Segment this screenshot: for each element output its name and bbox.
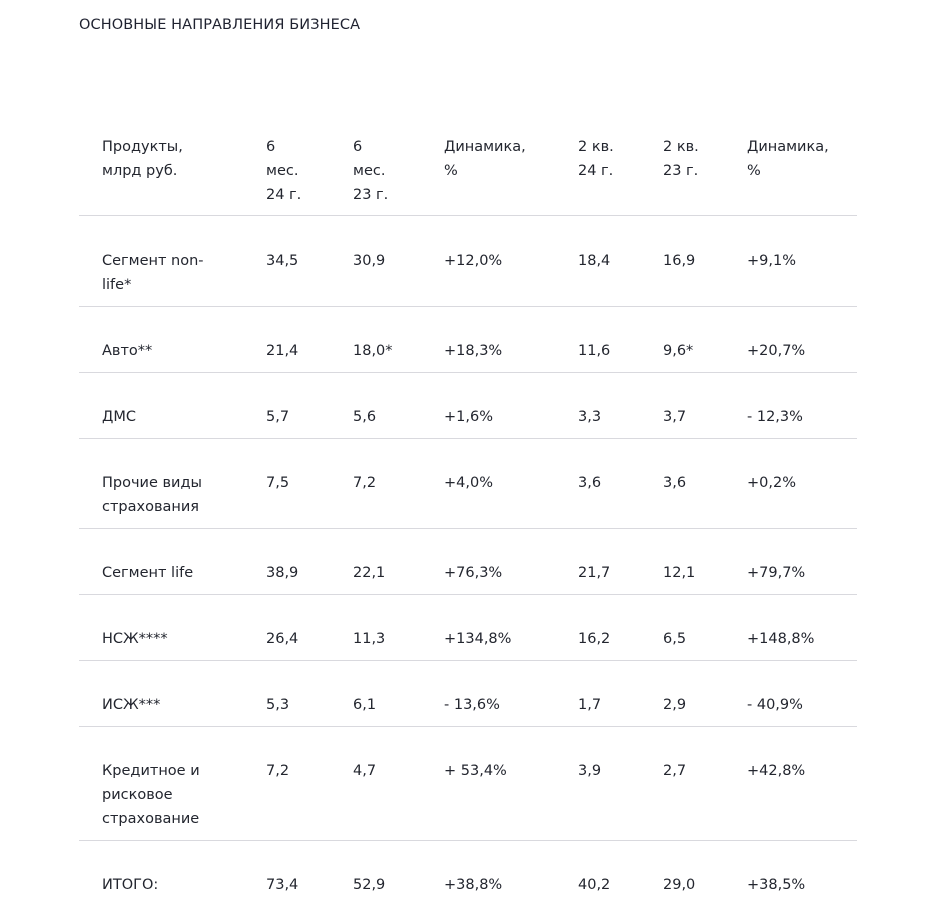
cell-6m-24: 73,4	[243, 841, 330, 906]
cell-6m-23: 30,9	[330, 216, 421, 307]
col-header-products	[79, 124, 243, 216]
header-line: 23 г.	[353, 183, 415, 207]
cell-dynamics-6m: +4,0%	[421, 439, 555, 529]
header-line: 23 г.	[663, 159, 718, 183]
table-row	[79, 727, 857, 841]
cell-dynamics-q2: +20,7%	[724, 307, 857, 373]
cell-dynamics-q2: - 40,9%	[724, 661, 857, 727]
col-header-6m-24	[243, 124, 330, 216]
cell-q2-24: 11,6	[555, 307, 640, 373]
row-label: ДМС	[79, 373, 243, 439]
header-line: 2 кв.	[663, 135, 718, 159]
cell-6m-23: 11,3	[330, 595, 421, 661]
cell-6m-23: 6,1	[330, 661, 421, 727]
row-label: Прочие виды страхования	[79, 439, 243, 529]
cell-6m-24: 34,5	[243, 216, 330, 307]
row-label: Сегмент life	[79, 529, 243, 595]
cell-6m-24: 5,7	[243, 373, 330, 439]
cell-q2-23: 6,5	[640, 595, 724, 661]
col-header-q2-24	[555, 124, 640, 216]
cell-dynamics-q2: +9,1%	[724, 216, 857, 307]
cell-dynamics-6m: +134,8%	[421, 595, 555, 661]
table-row	[79, 373, 857, 439]
header-line: %	[444, 159, 549, 183]
cell-6m-23: 22,1	[330, 529, 421, 595]
cell-q2-24: 3,3	[555, 373, 640, 439]
cell-6m-24: 7,5	[243, 439, 330, 529]
table-header-row	[79, 124, 857, 216]
cell-dynamics-6m: +76,3%	[421, 529, 555, 595]
row-label: Кредитное и рисковое страхование	[79, 727, 243, 841]
cell-6m-23: 4,7	[330, 727, 421, 841]
business-lines-table	[79, 124, 857, 906]
cell-q2-23: 3,6	[640, 439, 724, 529]
header-line: 24 г.	[578, 159, 634, 183]
cell-6m-23: 18,0*	[330, 307, 421, 373]
table-row	[79, 307, 857, 373]
row-label: Сегмент non-life*	[79, 216, 243, 307]
cell-q2-24: 16,2	[555, 595, 640, 661]
cell-q2-23: 3,7	[640, 373, 724, 439]
header-line: мес.	[266, 159, 324, 183]
cell-dynamics-6m: - 13,6%	[421, 661, 555, 727]
cell-q2-23: 16,9	[640, 216, 724, 307]
cell-dynamics-6m: +1,6%	[421, 373, 555, 439]
cell-dynamics-q2: +42,8%	[724, 727, 857, 841]
table-row-total	[79, 841, 857, 906]
row-label: ИСЖ***	[79, 661, 243, 727]
cell-q2-24: 40,2	[555, 841, 640, 906]
cell-q2-24: 3,9	[555, 727, 640, 841]
cell-6m-23: 7,2	[330, 439, 421, 529]
table-row	[79, 529, 857, 595]
header-line: млрд руб.	[102, 159, 227, 183]
cell-dynamics-6m: +18,3%	[421, 307, 555, 373]
row-label: ИТОГО:	[79, 841, 243, 906]
header-line: 24 г.	[266, 183, 324, 207]
cell-q2-24: 21,7	[555, 529, 640, 595]
col-header-q2-23	[640, 124, 724, 216]
cell-6m-24: 5,3	[243, 661, 330, 727]
cell-q2-24: 1,7	[555, 661, 640, 727]
cell-6m-24: 26,4	[243, 595, 330, 661]
table-row	[79, 216, 857, 307]
header-line: 6	[353, 135, 415, 159]
header-line: 2 кв.	[578, 135, 634, 159]
cell-q2-24: 18,4	[555, 216, 640, 307]
cell-q2-23: 2,9	[640, 661, 724, 727]
cell-q2-23: 29,0	[640, 841, 724, 906]
section-heading: ОСНОВНЫЕ НАПРАВЛЕНИЯ БИЗНЕСА	[79, 17, 360, 33]
cell-6m-23: 5,6	[330, 373, 421, 439]
table-row	[79, 595, 857, 661]
cell-dynamics-6m: +38,8%	[421, 841, 555, 906]
cell-dynamics-q2: - 12,3%	[724, 373, 857, 439]
col-header-dynamics-q2	[724, 124, 857, 216]
cell-dynamics-q2: +148,8%	[724, 595, 857, 661]
cell-q2-23: 2,7	[640, 727, 724, 841]
cell-6m-24: 38,9	[243, 529, 330, 595]
table-row	[79, 439, 857, 529]
header-line: 6	[266, 135, 324, 159]
cell-q2-23: 9,6*	[640, 307, 724, 373]
col-header-dynamics-6m	[421, 124, 555, 216]
header-line: Продукты,	[102, 135, 227, 159]
table-row	[79, 661, 857, 727]
header-line: Динамика,	[747, 135, 851, 159]
cell-dynamics-6m: +12,0%	[421, 216, 555, 307]
cell-dynamics-q2: +0,2%	[724, 439, 857, 529]
cell-dynamics-q2: +79,7%	[724, 529, 857, 595]
row-label: НСЖ****	[79, 595, 243, 661]
cell-6m-23: 52,9	[330, 841, 421, 906]
cell-dynamics-6m: + 53,4%	[421, 727, 555, 841]
row-label: Авто**	[79, 307, 243, 373]
cell-q2-23: 12,1	[640, 529, 724, 595]
col-header-6m-23	[330, 124, 421, 216]
cell-6m-24: 7,2	[243, 727, 330, 841]
header-line: Динамика,	[444, 135, 549, 159]
cell-q2-24: 3,6	[555, 439, 640, 529]
cell-dynamics-q2: +38,5%	[724, 841, 857, 906]
cell-6m-24: 21,4	[243, 307, 330, 373]
header-line: мес.	[353, 159, 415, 183]
header-line: %	[747, 159, 851, 183]
